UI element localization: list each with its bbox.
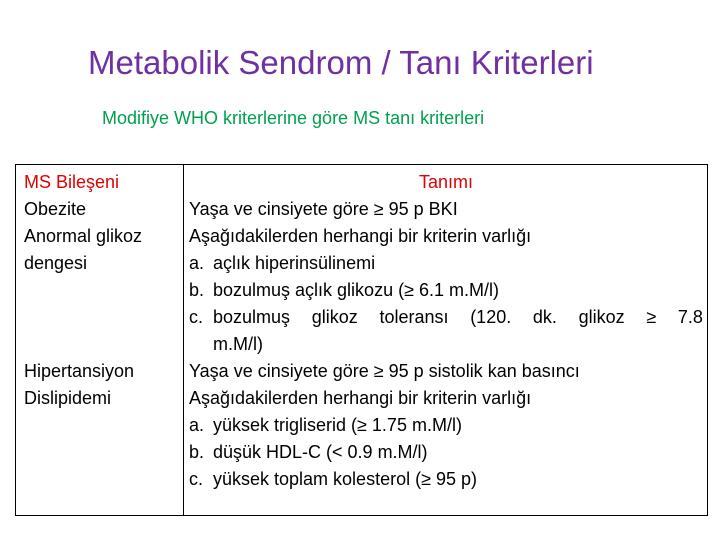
component-column — [24, 169, 184, 412]
definition-column — [189, 169, 703, 493]
component-glikoz-line2: dengesi — [24, 253, 88, 273]
list-marker: c. — [189, 307, 204, 327]
list-item — [189, 304, 703, 331]
definition-header: Tanımı — [418, 172, 474, 192]
list-marker: a. — [189, 253, 205, 273]
list-item-text: yüksek trigliserid (≥ 1.75 m.M/l) — [213, 415, 462, 435]
list-item-text: yüksek toplam kolesterol (≥ 95 p) — [213, 469, 477, 489]
list-item — [189, 466, 703, 493]
list-marker: b. — [189, 280, 205, 300]
list-item — [189, 250, 703, 277]
component-header: MS Bileşeni — [24, 172, 120, 192]
criteria-table — [15, 164, 708, 516]
definition-glikoz-intro: Aşağıdakilerden herhangi bir kriterin varlığı — [189, 226, 532, 246]
word: bozulmuş — [213, 307, 291, 327]
list-item — [189, 277, 703, 304]
list-marker: a. — [189, 415, 205, 435]
page-title: Metabolik Sendrom / Tanı Kriterleri — [88, 44, 594, 81]
spacer — [24, 304, 184, 331]
spacer — [24, 331, 184, 358]
component-glikoz-line1: Anormal glikoz — [24, 226, 143, 246]
list-marker: c. — [189, 469, 204, 489]
component-dislipidemi: Dislipidemi — [24, 388, 112, 408]
list-item-text: bozulmuş açlık glikozu (≥ 6.1 m.M/l) — [213, 280, 499, 300]
list-item-text-justified — [213, 304, 703, 331]
word: glikoz — [578, 307, 625, 327]
list-item — [189, 439, 703, 466]
word: (120. — [470, 307, 512, 327]
component-hipertansiyon: Hipertansiyon — [24, 361, 135, 381]
list-marker: b. — [189, 442, 205, 462]
list-item-continuation: m.M/l) — [213, 334, 263, 354]
definition-hipertansiyon: Yaşa ve cinsiyete göre ≥ 95 p sistolik kan basıncı — [189, 361, 580, 381]
component-obezite: Obezite — [24, 199, 87, 219]
word: toleransı — [379, 307, 449, 327]
word: glikoz — [311, 307, 358, 327]
word: dk. — [532, 307, 557, 327]
list-item — [189, 412, 703, 439]
spacer — [24, 277, 184, 304]
definition-obezite: Yaşa ve cinsiyete göre ≥ 95 p BKI — [189, 199, 458, 219]
list-item-text: düşük HDL-C (< 0.9 m.M/l) — [213, 442, 428, 462]
list-item-text: açlık hiperinsülinemi — [213, 253, 376, 273]
definition-dislipidemi-intro: Aşağıdakilerden herhangi bir kriterin varlığı — [189, 388, 532, 408]
word: ≥ — [646, 307, 657, 327]
word: 7.8 — [677, 307, 703, 327]
page-subtitle: Modifiye WHO kriterlerine göre MS tanı kriterleri — [102, 108, 485, 128]
